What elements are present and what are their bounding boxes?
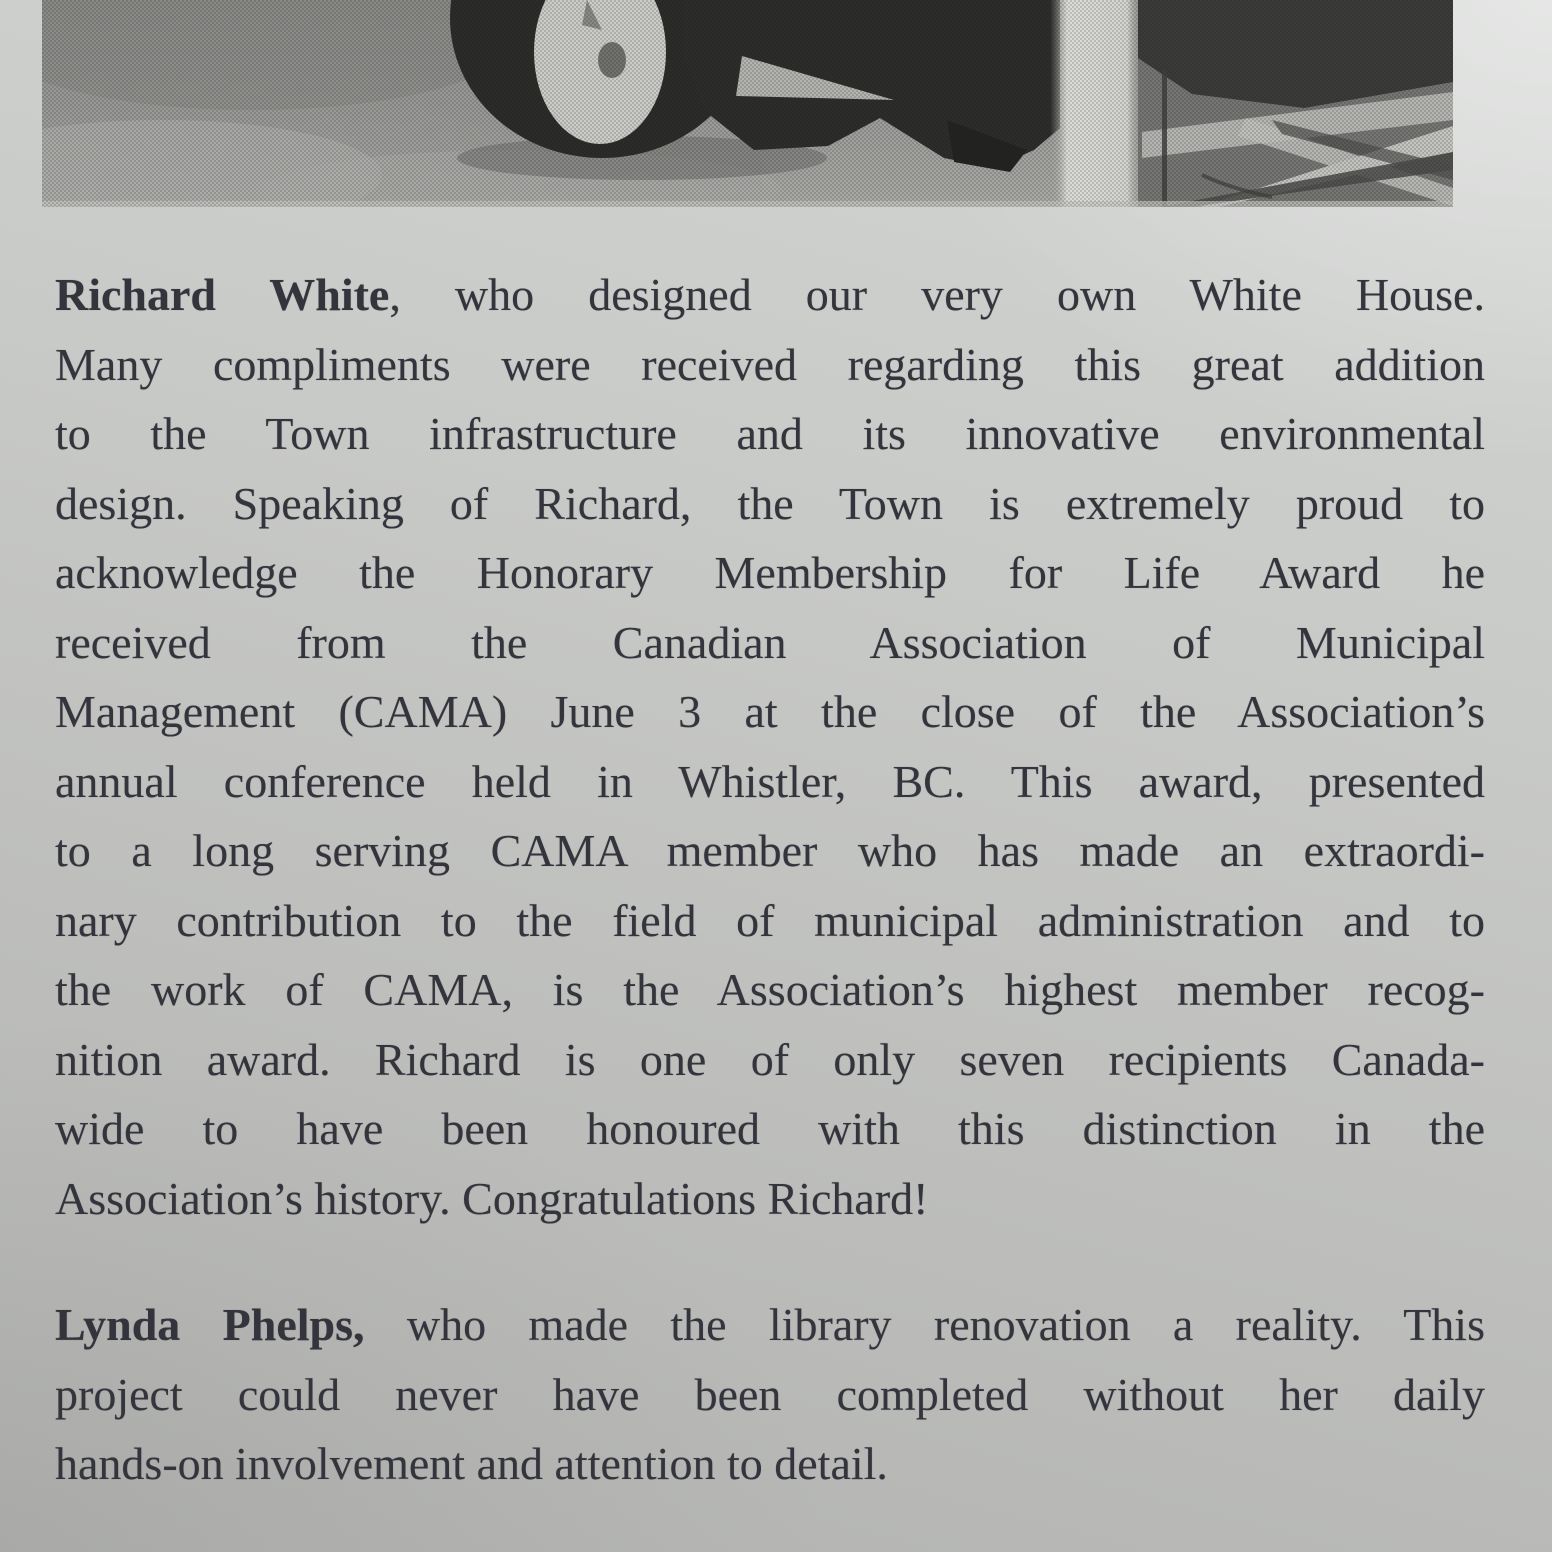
text-line: the work of CAMA, is the Association’s highest member recog- <box>55 964 1485 1015</box>
text-line: project could never have been completed without her daily <box>55 1368 1485 1420</box>
article-text <box>55 260 1485 1499</box>
paragraph-lynda-phelps <box>55 1290 1485 1499</box>
text-line: hands-on involvement and attention to detail. <box>55 1438 888 1489</box>
text-line: design. Speaking of Richard, the Town is extremely proud to <box>55 477 1485 529</box>
text-line: Many compliments were received regarding this great addition <box>55 338 1485 390</box>
person-name-bold: Richard White <box>55 269 390 320</box>
text-line: acknowledge the Honorary Membership for Life Award he <box>55 547 1485 598</box>
text-line-rest: who made the library renovation a reality. This <box>364 1299 1485 1350</box>
text-line: nition award. Richard is one of only seven recipients Canada- <box>55 1033 1485 1085</box>
text-line: wide to have been honoured with this distinction in the <box>55 1103 1485 1154</box>
text-line-rest: , who designed our very own White House. <box>389 269 1485 320</box>
halftone-photo-graphic <box>42 0 1453 207</box>
person-name-bold: Lynda Phelps, <box>55 1299 365 1350</box>
text-line: Association’s history. Congratulations Richard! <box>55 1172 929 1224</box>
text-line: nary contribution to the field of municipal administration and to <box>55 894 1485 946</box>
text-line: Management (CAMA) June 3 at the close of the Association’s <box>55 686 1485 737</box>
text-line <box>55 1290 1485 1360</box>
text-line <box>55 260 1485 330</box>
text-line: to the Town infrastructure and its innovative environmental <box>55 408 1485 459</box>
text-line: received from the Canadian Association of Municipal <box>55 616 1485 668</box>
text-line: annual conference held in Whistler, BC. This award, presented <box>55 755 1485 807</box>
text-line: to a long serving CAMA member who has made an extraordi- <box>55 825 1485 876</box>
halftone-photo <box>42 0 1453 207</box>
paragraph-richard-white <box>55 260 1485 1233</box>
